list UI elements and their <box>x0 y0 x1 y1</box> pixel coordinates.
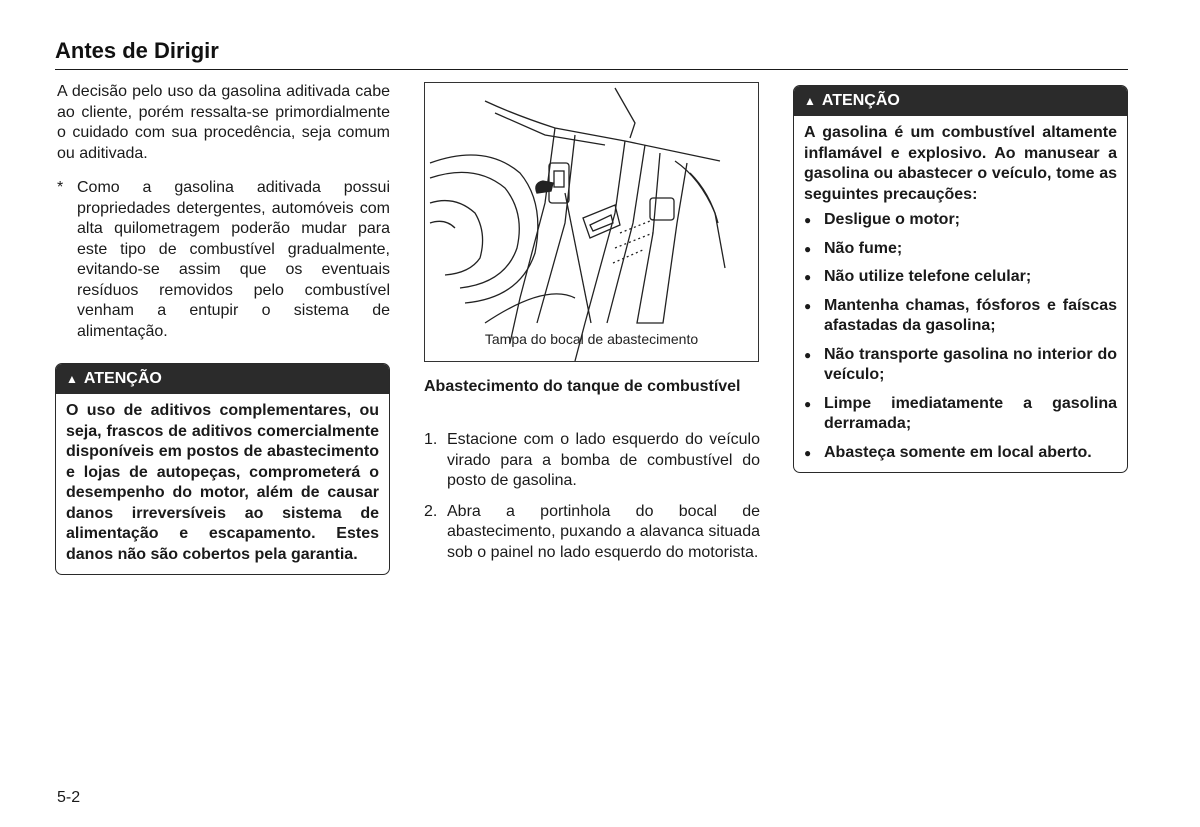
list-item-text: Mantenha chamas, fósforos e faíscas afastadas da gasolina; <box>824 296 1117 334</box>
page-number: 5-2 <box>57 789 81 806</box>
warning-header <box>794 86 1127 116</box>
warning-body <box>794 116 1127 472</box>
left-column <box>57 82 390 342</box>
section-heading: Abastecimento do tanque de combustível <box>424 378 741 395</box>
list-item <box>804 443 1117 464</box>
list-item-text: Limpe imediatamente a gasolina derramada; <box>824 394 1117 432</box>
steps-list <box>424 430 760 573</box>
warning-text: O uso de aditivos complementares, ou seja, frascos de aditivos comercialmente disponíveis em postos de abastecimento e lojas de autopeças, comprometerá o desempenho do motor, além de causar danos irreversíveis ao sistema de alimentação e escapamento. Estes danos não são cobertos pela garantia. <box>66 402 379 563</box>
precautions-list <box>804 210 1117 463</box>
footnote <box>57 178 390 342</box>
dashboard-lever-drawing <box>425 83 758 361</box>
bullet-icon: ● <box>804 445 812 460</box>
step-text: Estacione com o lado esquerdo do veículo virado para a bomba de combustível do posto de gasolina. <box>447 431 760 489</box>
list-item-text: Não utilize telefone celular; <box>824 268 1032 285</box>
list-item <box>804 394 1117 435</box>
step-item <box>424 502 760 564</box>
bullet-icon: ● <box>804 241 812 256</box>
list-item-text: Desligue o motor; <box>824 211 961 228</box>
intro-paragraph: A decisão pelo uso da gasolina aditivada cabe ao cliente, porém ressalta-se primordialmente o cuidado com sua procedência, seja comum ou aditivada. <box>57 83 390 162</box>
bullet-icon: ● <box>804 396 812 411</box>
step-number: 2. <box>424 502 438 520</box>
bullet-icon: ● <box>804 213 812 227</box>
list-item <box>804 267 1117 288</box>
list-item <box>804 239 1117 260</box>
list-item <box>804 210 1117 231</box>
list-item-text: Não fume; <box>824 239 903 257</box>
footnote-marker: * <box>57 179 64 196</box>
warning-header <box>56 364 389 394</box>
warning-box-fuel-safety <box>793 85 1128 473</box>
figure-caption: Tampa do bocal de abastecimento <box>484 331 699 347</box>
warning-label: ATENÇÃO <box>821 92 900 109</box>
page-title: Antes de Dirigir <box>55 38 219 63</box>
step-text: Abra a portinhola do bocal de abastecimento, puxando a alavanca situada sob o painel no lado esquerdo do motorista. <box>447 502 760 561</box>
list-item <box>804 345 1117 386</box>
bullet-icon: ● <box>804 347 812 362</box>
warning-triangle-icon: ▲ <box>804 94 816 108</box>
list-item <box>804 296 1117 337</box>
warning-label: ATENÇÃO <box>83 370 162 387</box>
warning-triangle-icon: ▲ <box>66 372 78 386</box>
page-header <box>55 38 1128 70</box>
bullet-icon: ● <box>804 298 812 313</box>
step-number: 1. <box>424 431 438 448</box>
warning-box-additives <box>55 363 390 575</box>
right-column <box>793 85 1128 473</box>
fuel-door-illustration <box>424 82 759 362</box>
footnote-text: Como a gasolina aditivada possui propriedades detergentes, automóveis com alta quilometragem poderão mudar para este tipo de combustível gradualmente, evitando-se assim que os eventuais resíduos removidos pelo combustível venham a entupir o sistema de alimentação. <box>77 179 390 340</box>
list-item-text: Não transporte gasolina no interior do veículo; <box>824 345 1117 383</box>
step-item <box>424 430 760 492</box>
list-item-text: Abasteça somente em local aberto. <box>824 443 1092 461</box>
warning-intro: A gasolina é um combustível altamente inflamável e explosivo. Ao manusear a gasolina ou abastecer o veículo, tome as seguintes precauções: <box>804 124 1117 203</box>
bullet-icon: ● <box>804 270 812 284</box>
